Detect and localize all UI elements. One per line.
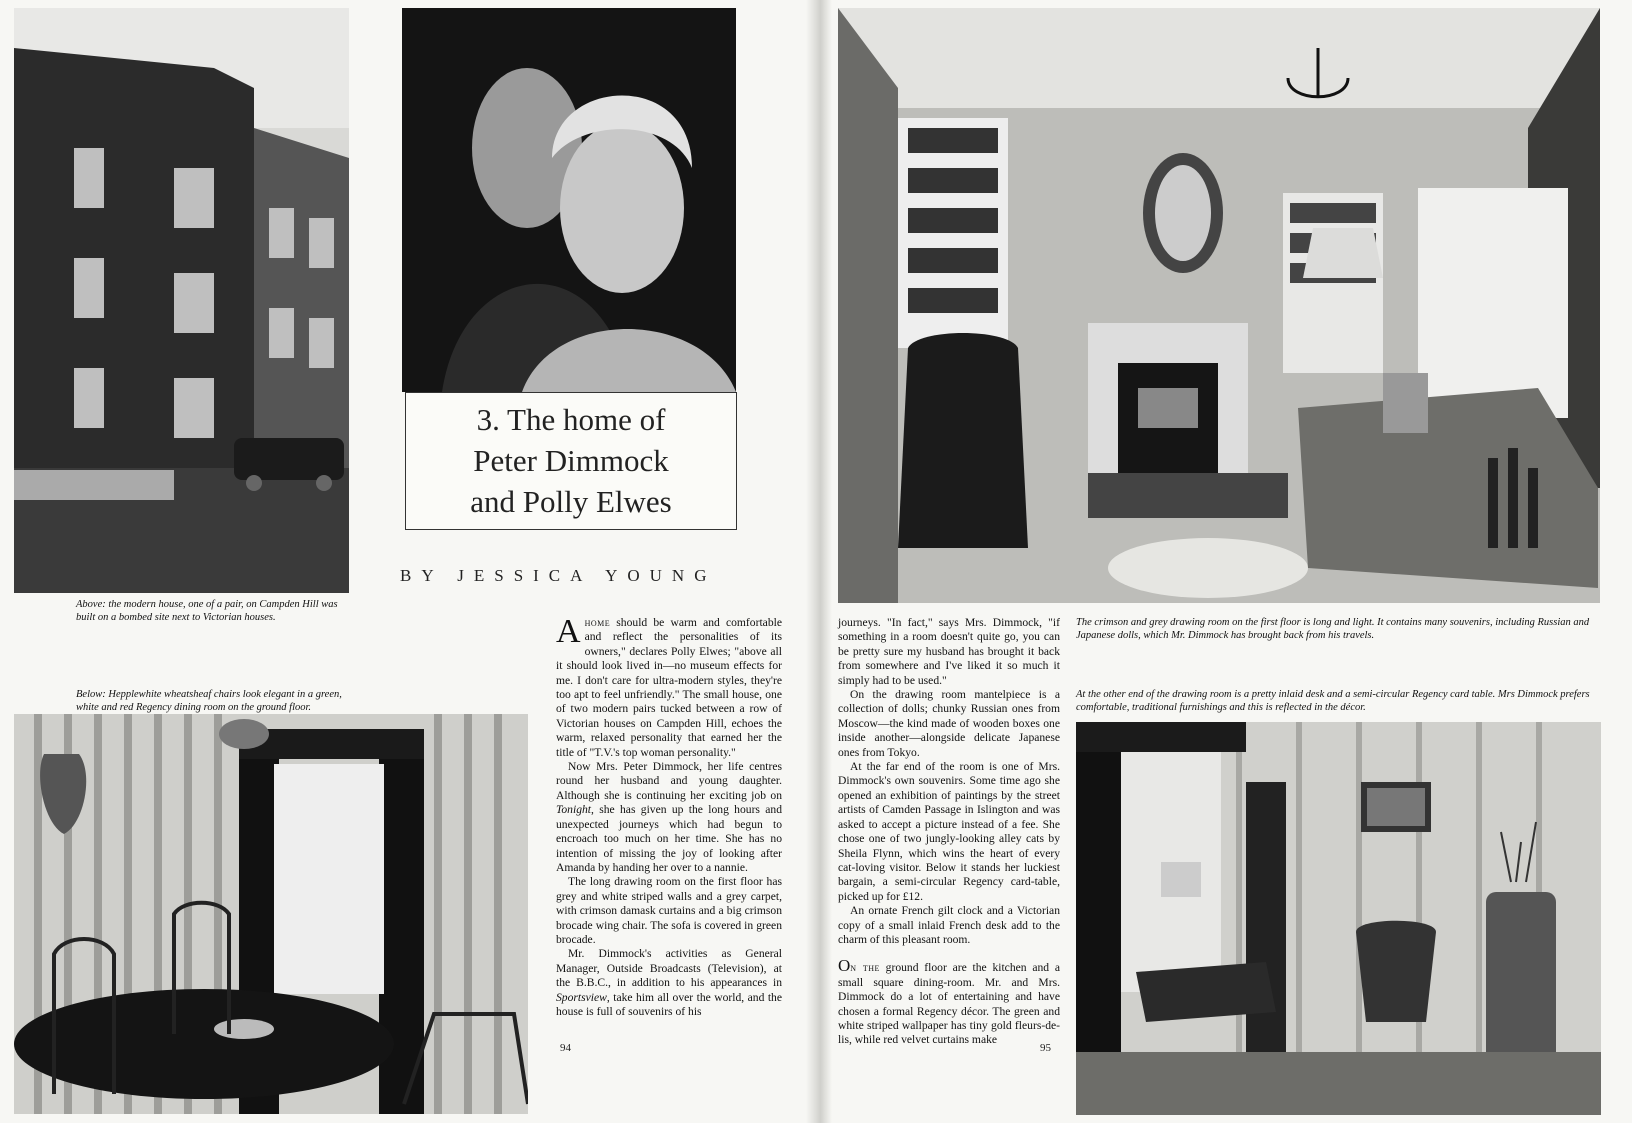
column-1-paragraph-4: Mr. Dimmock's activities as General Manager, Outside Broadcasts (Television), at the B.B.C., in addition to his appearances in Sportsview, take him all over the world, and the house is full of souvenirs of his [556,947,782,1018]
drawing-room-caption: The crimson and grey drawing room on the first floor is long and light. It contains many souvenirs, including Russian and Japanese dolls, which Mr. Dimmock has brought back from his travels. [1076,617,1590,641]
column-2-paragraph-4: An ornate French gilt clock and a Victorian copy of a small inlaid French desk add to the charm of this pleasant room. [838,904,1060,946]
title-line-3: and Polly Elwes [470,484,672,519]
title-line-1: 3. The home of [476,402,666,437]
dining-caption: Below: Hepplewhite wheatsheaf chairs look elegant in a green, white and red Regency dining room on the ground floor. [76,689,342,713]
house-exterior-photo [14,8,349,593]
article-title-box [405,392,737,530]
drop-cap-o: O [838,956,851,976]
column-2-paragraph-5: On the ground floor are the kitchen and a small square dining-room. Mr. and Mrs. Dimmock do a lot of entertaining and have chosen a formal Regency décor. The green and white striped wallpaper has tiny gold fleurs-de-lis, while red velvet curtains make [838,956,1060,1047]
dining-room-photo [14,714,528,1114]
column-1-paragraph-1: A home should be warm and comfortable and reflect the personalities of its owners," declares Polly Elwes; "above all it should look lived in—no museum effects for me. I don't care for ultra-modern styles, they're too apt to feel unfriendly." The small house, one of two modern pairs tucked between a row of Victorian houses on Campden Hill, echoes the warm, relaxed personality that earned her the title of "T.V.'s top woman personality." [556,613,782,759]
column-2-paragraph-3: At the far end of the room is one of Mrs. Dimmock's own souvenirs. Some time ago she opened an exhibition of paintings by the street artists of Camden Passage in Islington and was asked to accept a picture instead of a fee. She chose one of two jungly-looking alley cats by Sheila Flynn, which wins the heart of every cat-loving visitor. Below it stands her luckiest bargain, a semi-circular Regency card-table, picked up for £12. [838,760,1060,903]
drop-cap-a: A [556,613,581,650]
drawing-room-photo [838,8,1600,603]
byline: BY JESSICA YOUNG [400,566,717,585]
desk-caption: At the other end of the drawing room is a pretty inlaid desk and a semi-circular Regency card table. Mrs Dimmock prefers comfortable, traditional furnishings and this is reflected in the décor. [1076,689,1590,713]
page-number-left: 94 [560,1042,571,1054]
page-number-right: 95 [1040,1042,1051,1054]
article-title [406,399,736,522]
column-1-paragraph-3: The long drawing room on the first floor has grey and white striped walls and a grey carpet, with crimson damask curtains and a big crimson brocade wing chair. The sofa is covered in green brocade. [556,875,782,946]
couple-portrait-photo [402,8,736,392]
column-2-paragraph-1: journeys. "In fact," says Mrs. Dimmock, "if something in a room doesn't quite go, you can be pretty sure my husband has brought it back from somewhere and I've liked it so much it simply had to be used." [838,616,1060,687]
column-2-paragraph-2: On the drawing room mantelpiece is a collection of dolls; chunky Russian ones from Moscow—the kind made of wooden boxes one inside another—alongside delicate Japanese ones from Tokyo. [838,688,1060,759]
house-caption: Above: the modern house, one of a pair, on Campden Hill was built on a bombed site next to Victorian houses. [76,599,338,623]
page-gutter [806,0,832,1123]
body-column-2 [838,616,1060,1048]
body-column-1 [556,613,782,1019]
desk-corner-photo [1076,722,1601,1115]
column-1-paragraph-2: Now Mrs. Peter Dimmock, her life centres round her husband and young daughter. Although she is continuing her exciting job on Tonight, she has given up the long hours and unexpected journeys which had begun to encroach too much on her time. She has no intention of missing the joy of looking after Amanda by handing her over to a nannie. [556,760,782,874]
title-line-2: Peter Dimmock [473,443,669,478]
